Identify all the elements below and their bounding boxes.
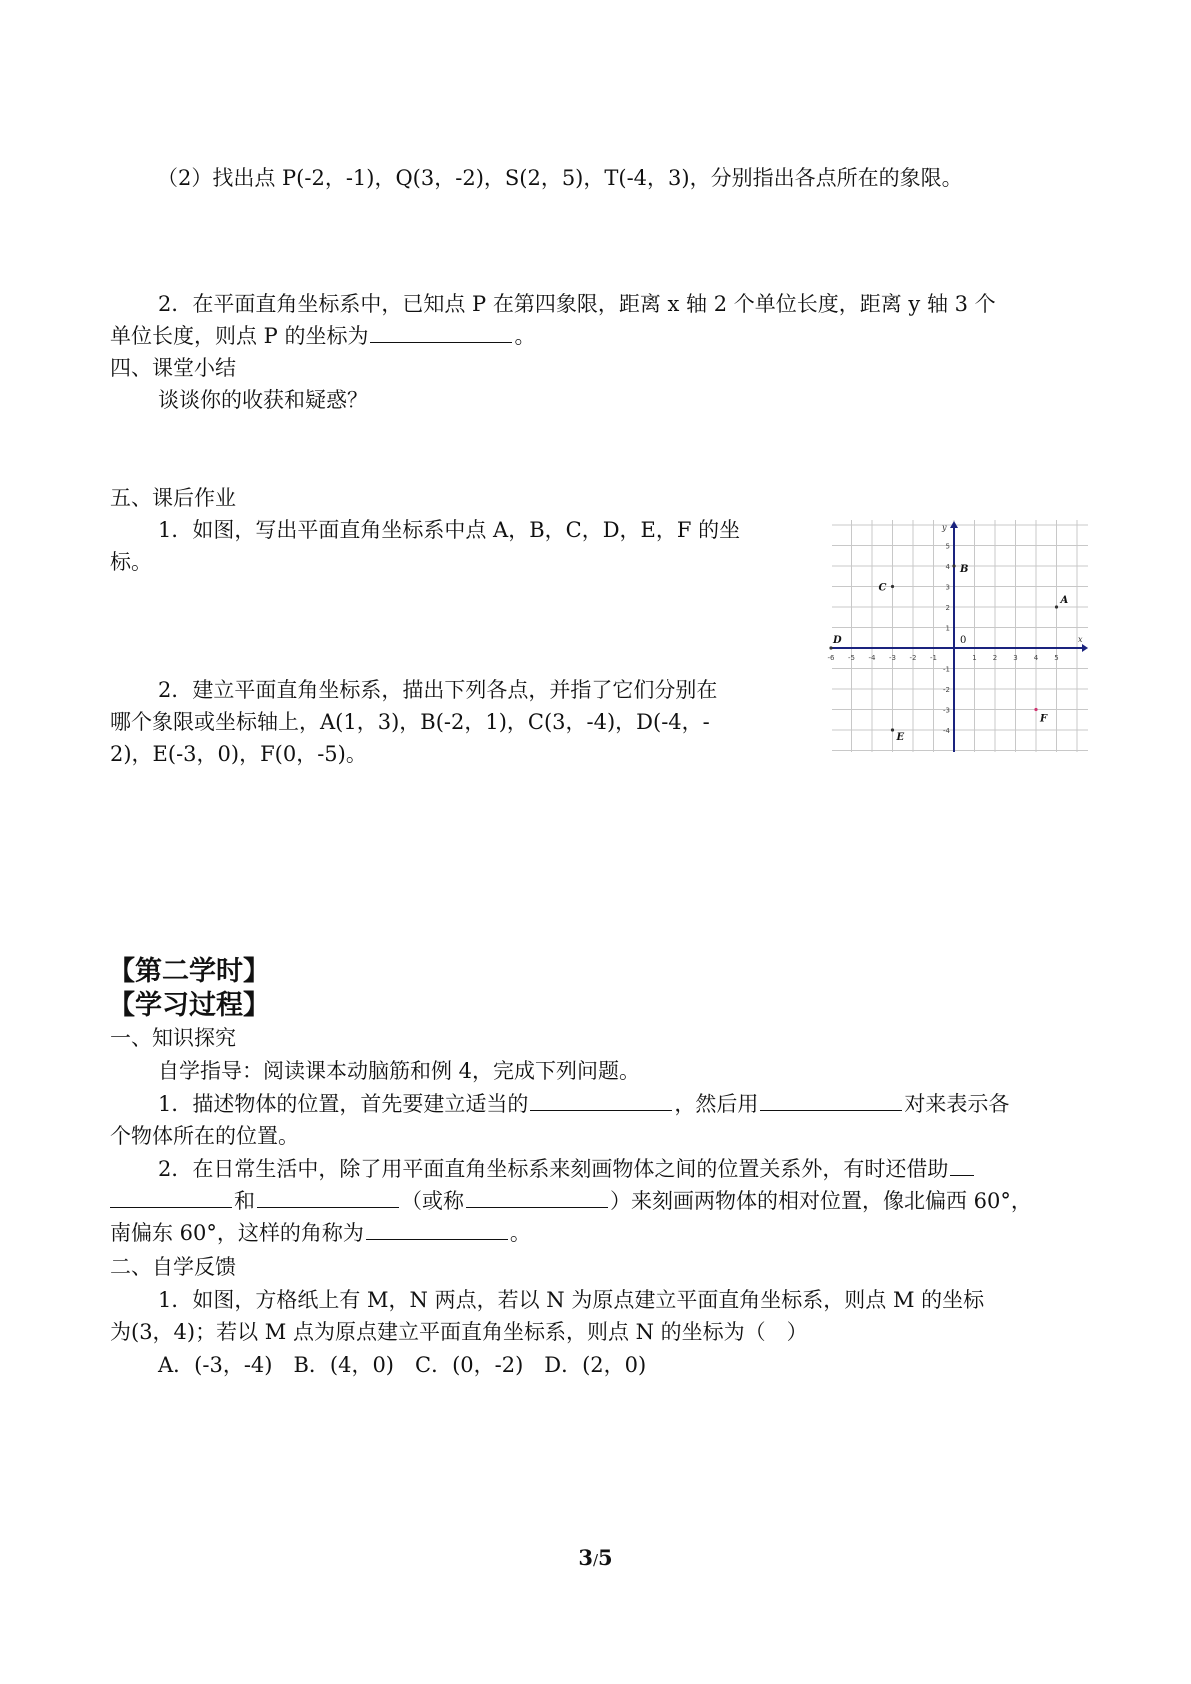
homework-q1-line1: 1．如图，写出平面直角坐标系中点 A，B，C，D，E，F 的坐 [158, 518, 741, 542]
x-axis-arrow [1082, 644, 1088, 652]
origin-label: 0 [960, 635, 967, 646]
point-label-f: F [1040, 713, 1048, 725]
homework-q2-line1: 2．建立平面直角坐标系，描出下列各点，并指了它们分别在 [158, 678, 718, 702]
x-axis-label: x [1078, 635, 1083, 644]
homework-q1-line2: 标。 [110, 550, 152, 574]
section-4-title: 四、课堂小结 [110, 356, 236, 380]
exercise-2-text: 单位长度，则点 P 的坐标为 [110, 324, 369, 348]
q1-text-a: 1．描述物体的位置，首先要建立适当的 [158, 1092, 529, 1116]
section-4-body: 谈谈你的收获和疑惑？ [158, 388, 368, 412]
page-current: 3 [578, 1545, 593, 1570]
x-tick-label: 5 [1054, 654, 1059, 662]
exercise-2-line2 [110, 321, 535, 351]
q2-text-f: 。 [509, 1221, 531, 1245]
y-tick-label: 1 [945, 624, 950, 633]
q2-text-a: 2．在日常生活中，除了用平面直角坐标系来刻画物体之间的位置关系外，有时还借助 [158, 1157, 949, 1181]
knowledge-q2-line1 [158, 1154, 976, 1184]
section-5-title: 五、课后作业 [110, 486, 236, 510]
y-tick-label: -3 [943, 706, 950, 715]
y-tick-label: 4 [945, 563, 950, 571]
y-tick-label: 3 [945, 583, 950, 592]
answer-blank [466, 1206, 608, 1208]
point-label-b: B [960, 564, 969, 575]
answer-blank [950, 1174, 974, 1176]
exercise-2-end: 。 [514, 324, 536, 348]
y-tick-label: 2 [945, 604, 950, 612]
answer-blank [110, 1206, 232, 1208]
point-label-c: C [878, 582, 887, 594]
y-tick-label: -1 [943, 665, 950, 674]
point-label-e: E [896, 732, 905, 743]
answer-blank [760, 1109, 902, 1111]
feedback-q1-line2: 为(3，4)；若以 M 点为原点建立平面直角坐标系，则点 N 的坐标为（ ） [110, 1320, 808, 1344]
x-tick-label: -4 [868, 654, 876, 662]
knowledge-q2-line3 [110, 1218, 531, 1248]
q1-text-b: ，然后用 [674, 1092, 759, 1116]
learning-process-heading: 【学习过程】 [108, 990, 270, 1021]
point-b [952, 564, 955, 567]
y-tick-label: 5 [945, 542, 950, 551]
knowledge-q1-line2: 个物体所在的位置。 [110, 1124, 299, 1148]
x-tick-label: -1 [930, 654, 937, 662]
feedback-q1-choices: A．(-3，-4) B．(4，0) C．(0，-2) D．(2，0) [158, 1353, 647, 1377]
page-number [0, 1545, 1191, 1570]
q2-text-e: 南偏东 60°，这样的角称为 [110, 1221, 364, 1245]
x-tick-label: -6 [827, 654, 835, 662]
exercise-q2-text: （2）找出点 P(-2，-1)，Q(3，-2)，S(2，5)，T(-4，3)，分别指出各点所在的象限。 [157, 166, 963, 190]
point-a [1055, 605, 1058, 608]
x-tick-label: -3 [889, 654, 896, 662]
point-e [891, 728, 894, 731]
q2-text-c: （或称 [401, 1189, 464, 1213]
feedback-section-title: 二、自学反馈 [110, 1255, 236, 1279]
answer-blank [257, 1206, 399, 1208]
y-tick-label: -2 [943, 686, 950, 694]
coordinate-grid-figure [827, 520, 1088, 752]
q2-text-d: ）来刻画两物体的相对位置，像北偏西 60°， [610, 1189, 1032, 1213]
answer-blank [366, 1238, 508, 1240]
tick-labels [828, 523, 1083, 735]
homework-q2-line2: 哪个象限或坐标轴上，A(1，3)，B(-2，1)，C(3，-4)，D(-4，- [110, 710, 710, 734]
q2-text-b: 和 [234, 1189, 255, 1213]
lesson-2-heading: 【第二学时】 [108, 956, 270, 987]
y-axis-label: y [942, 523, 947, 532]
x-tick-label: 3 [1013, 654, 1018, 662]
page-separator: / [592, 1551, 599, 1569]
exercise-2-line1: 2．在平面直角坐标系中，已知点 P 在第四象限，距离 x 轴 2 个单位长度，距离 y 轴 3 个 [158, 292, 996, 316]
answer-blank [530, 1109, 672, 1111]
x-tick-label: 2 [992, 654, 998, 662]
point-label-d: D [833, 635, 842, 646]
knowledge-q2-line2 [110, 1186, 1032, 1216]
q1-text-c: 对来表示各 [904, 1092, 1010, 1116]
x-tick-label: -2 [909, 654, 917, 662]
feedback-q1-line1: 1．如图，方格纸上有 M，N 两点，若以 N 为原点建立平面直角坐标系，则点 M 的坐标 [158, 1288, 985, 1312]
answer-blank [370, 341, 512, 343]
x-tick-label: -5 [848, 654, 855, 662]
page-total: 5 [598, 1545, 613, 1570]
self-study-guide: 自学指导：阅读课本动脑筋和例 4，完成下列问题。 [158, 1059, 641, 1083]
point-d [829, 646, 832, 649]
knowledge-section-title: 一、知识探究 [110, 1026, 236, 1050]
point-f [1034, 708, 1037, 711]
x-tick-label: 1 [972, 654, 977, 662]
point-c [891, 585, 894, 588]
homework-q2-line3: 2)，E(-3，0)，F(0，-5)。 [110, 742, 367, 766]
knowledge-q1-line1 [158, 1089, 1009, 1119]
point-label-a: A [1060, 595, 1069, 606]
y-tick-label: -4 [943, 727, 950, 735]
x-tick-label: 4 [1033, 654, 1039, 662]
